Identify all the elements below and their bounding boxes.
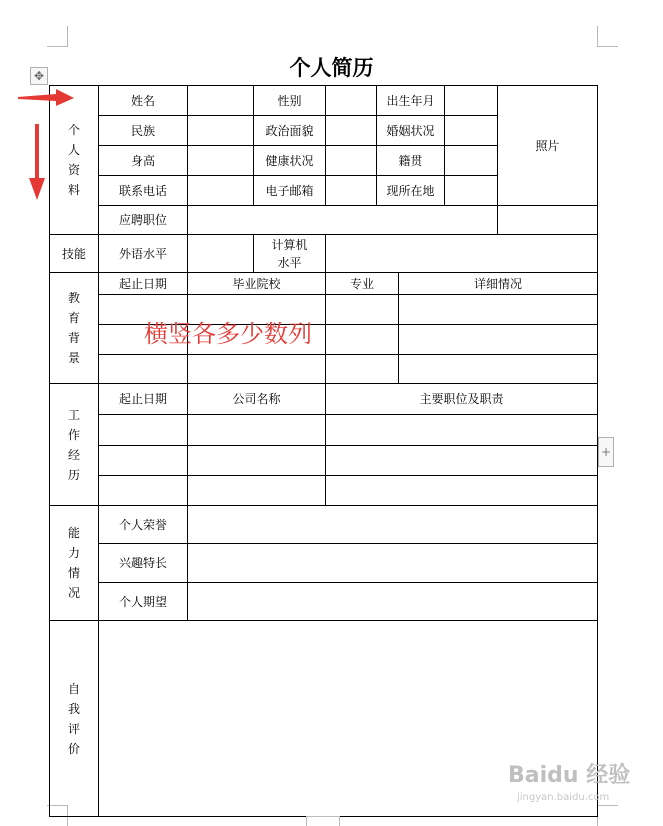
cell-interests[interactable] bbox=[188, 544, 598, 583]
cell-expectations[interactable] bbox=[188, 583, 598, 621]
edu-cell[interactable] bbox=[399, 295, 598, 325]
cell-political[interactable] bbox=[326, 116, 377, 146]
page-corner-top-left bbox=[47, 26, 68, 47]
page-corner-bottom-right bbox=[597, 805, 618, 826]
work-cell[interactable] bbox=[99, 446, 188, 476]
label-origin: 籍贯 bbox=[377, 146, 445, 176]
label-name: 姓名 bbox=[99, 86, 188, 116]
section-personal: 个 人 资 料 bbox=[50, 86, 99, 235]
work-cell[interactable] bbox=[326, 415, 598, 446]
annotation-text: 横竖各多少数列 bbox=[144, 320, 312, 348]
label-email: 电子邮箱 bbox=[254, 176, 326, 206]
down-arrow-icon bbox=[26, 122, 48, 204]
label-gender: 性别 bbox=[254, 86, 326, 116]
work-header-duties: 主要职位及职责 bbox=[326, 384, 598, 415]
label-ethnicity: 民族 bbox=[99, 116, 188, 146]
cell-name[interactable] bbox=[188, 86, 254, 116]
edu-header-major: 专业 bbox=[326, 273, 399, 295]
cell-email[interactable] bbox=[326, 176, 377, 206]
cell-residence[interactable] bbox=[445, 176, 498, 206]
edu-cell[interactable] bbox=[326, 295, 399, 325]
photo-cell[interactable]: 照片 bbox=[498, 86, 598, 206]
work-cell[interactable] bbox=[99, 476, 188, 506]
work-cell[interactable] bbox=[188, 446, 326, 476]
cell-language[interactable] bbox=[188, 235, 254, 273]
label-phone: 联系电话 bbox=[99, 176, 188, 206]
edu-header-dates: 起止日期 bbox=[99, 273, 188, 295]
edu-cell[interactable] bbox=[399, 325, 598, 355]
cell-gender[interactable] bbox=[326, 86, 377, 116]
table-move-handle-icon[interactable]: ✥ bbox=[30, 67, 48, 85]
cell-birth[interactable] bbox=[445, 86, 498, 116]
work-cell[interactable] bbox=[188, 415, 326, 446]
cell-ethnicity[interactable] bbox=[188, 116, 254, 146]
section-self-eval: 自 我 评 价 bbox=[50, 621, 99, 817]
section-education: 教 育 背 景 bbox=[50, 273, 99, 384]
work-cell[interactable] bbox=[326, 476, 598, 506]
edu-cell[interactable] bbox=[326, 355, 399, 384]
work-header-company: 公司名称 bbox=[188, 384, 326, 415]
edu-cell[interactable] bbox=[99, 355, 188, 384]
label-height: 身高 bbox=[99, 146, 188, 176]
label-residence: 现所在地 bbox=[377, 176, 445, 206]
label-language: 外语水平 bbox=[99, 235, 188, 273]
cell-phone[interactable] bbox=[188, 176, 254, 206]
work-cell[interactable] bbox=[99, 415, 188, 446]
cell-marital[interactable] bbox=[445, 116, 498, 146]
right-arrow-icon bbox=[16, 86, 78, 110]
work-header-dates: 起止日期 bbox=[99, 384, 188, 415]
section-work: 工 作 经 历 bbox=[50, 384, 99, 506]
document-title: 个人简历 bbox=[289, 55, 374, 80]
add-column-handle-icon[interactable]: + bbox=[598, 437, 614, 467]
cell-computer[interactable] bbox=[326, 235, 598, 273]
section-ability: 能 力 情 况 bbox=[50, 506, 99, 621]
work-cell[interactable] bbox=[188, 476, 326, 506]
label-health: 健康状况 bbox=[254, 146, 326, 176]
label-expectations: 个人期望 bbox=[99, 583, 188, 621]
edu-cell[interactable] bbox=[188, 355, 326, 384]
resume-table bbox=[49, 85, 598, 817]
watermark-url: jingyan.baidu.com bbox=[517, 792, 610, 803]
work-cell[interactable] bbox=[326, 446, 598, 476]
label-political: 政治面貌 bbox=[254, 116, 326, 146]
cell-honors[interactable] bbox=[188, 506, 598, 544]
cell-height[interactable] bbox=[188, 146, 254, 176]
section-skills: 技能 bbox=[50, 235, 99, 273]
watermark: Baidu 经验 bbox=[508, 763, 631, 788]
label-marital: 婚姻状况 bbox=[377, 116, 445, 146]
edu-header-details: 详细情况 bbox=[399, 273, 598, 295]
label-birth: 出生年月 bbox=[377, 86, 445, 116]
edu-header-school: 毕业院校 bbox=[188, 273, 326, 295]
label-position: 应聘职位 bbox=[99, 206, 188, 235]
edu-cell[interactable] bbox=[399, 355, 598, 384]
edu-cell[interactable] bbox=[326, 325, 399, 355]
cell-health[interactable] bbox=[326, 146, 377, 176]
label-interests: 兴趣特长 bbox=[99, 544, 188, 583]
label-computer: 计算机 水平 bbox=[254, 235, 326, 273]
label-honors: 个人荣誉 bbox=[99, 506, 188, 544]
page-corner-top-right bbox=[597, 26, 618, 47]
cell-origin[interactable] bbox=[445, 146, 498, 176]
cell-position[interactable] bbox=[188, 206, 498, 235]
cell-photo-blank[interactable] bbox=[498, 206, 598, 235]
